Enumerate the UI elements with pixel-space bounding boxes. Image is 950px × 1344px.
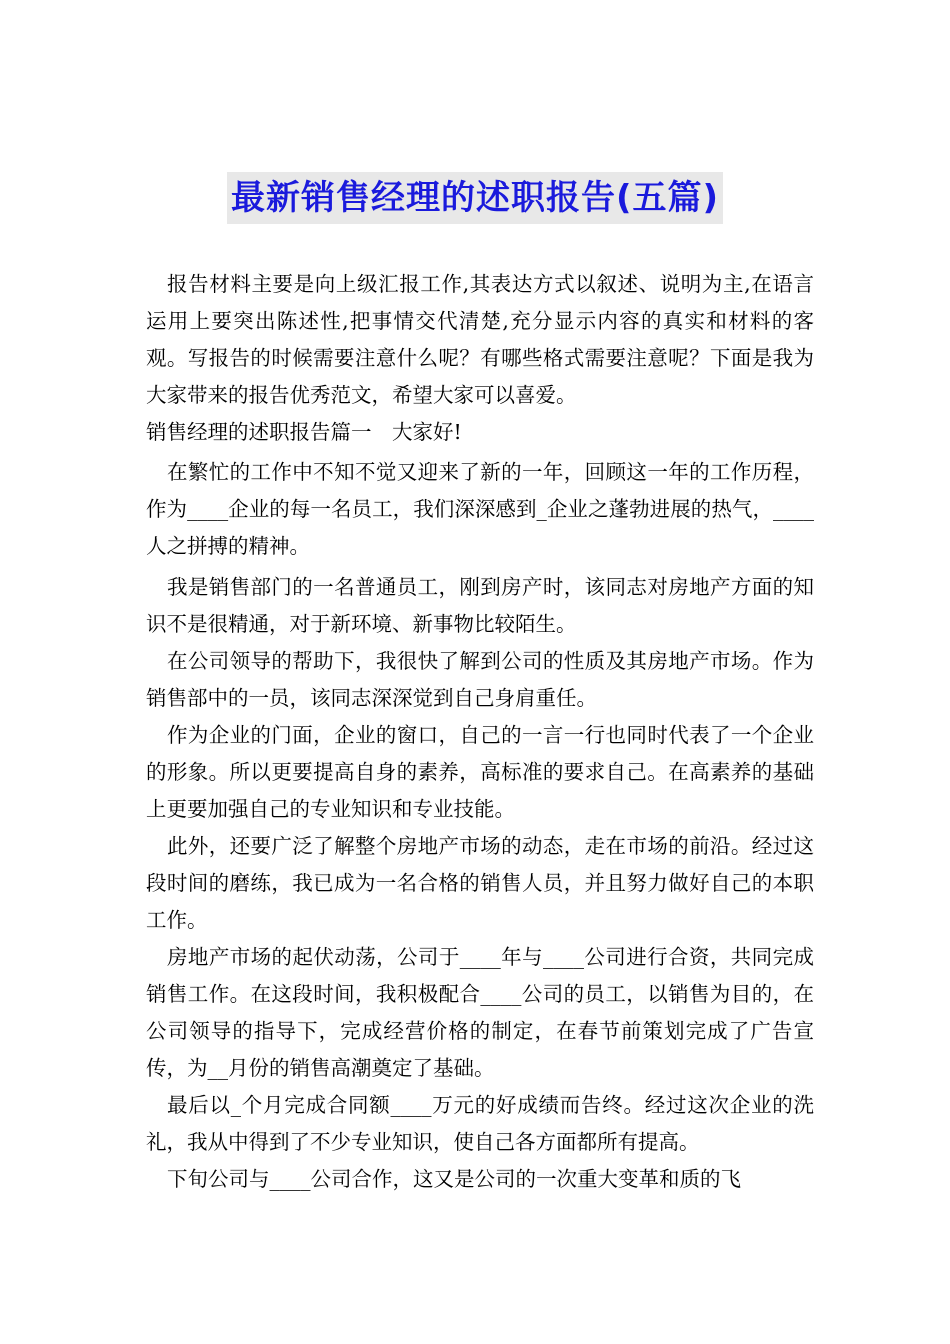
paragraph: 在公司领导的帮助下，我很快了解到公司的性质及其房地产市场。作为销售部中的一员，该同志深深觉到自己身肩重任。 — [146, 649, 814, 710]
paragraph-intro: 报告材料主要是向上级汇报工作,其表达方式以叙述、说明为主,在语言运用上要突出陈述性,把事情交代清楚,充分显示内容的真实和材料的客观。写报告的时候需要注意什么呢？有哪些格式需要注意呢？下面是我为大家带来的报告优秀范文，希望大家可以喜爱。 — [146, 272, 814, 407]
paragraph: 最后以_个月完成合同额____万元的好成绩而告终。经过这次企业的洗礼，我从中得到了不少专业知识，使自己各方面都所有提高。 — [146, 1093, 814, 1154]
section-heading: 销售经理的述职报告篇一 大家好! — [146, 420, 462, 444]
paragraph: 此外，还要广泛了解整个房地产市场的动态，走在市场的前沿。经过这段时间的磨练，我已成为一名合格的销售人员，并且努力做好自己的本职工作。 — [146, 834, 814, 932]
paragraph: 作为企业的门面，企业的窗口，自己的一言一行也同时代表了一个企业的形象。所以更要提高自身的素养，高标准的要求自己。在高素养的基础上更要加强自己的专业知识和专业技能。 — [146, 723, 814, 821]
document-title: 最新销售经理的述职报告(五篇) — [227, 172, 723, 224]
paragraph: 我是销售部门的一名普通员工，刚到房产时，该同志对房地产方面的知识不是很精通，对于新环境、新事物比较陌生。 — [146, 575, 814, 636]
paragraph: 下旬公司与____公司合作，这又是公司的一次重大变革和质的飞 — [167, 1167, 741, 1191]
paragraph: 房地产市场的起伏动荡，公司于____年与____公司进行合资，共同完成销售工作。在这段时间，我积极配合____公司的员工，以销售为目的，在公司领导的指导下，完成经营价格的制定，在春节前策划完成了广告宣传，为__月份的销售高潮奠定了基础。 — [146, 945, 814, 1080]
document-body — [146, 266, 814, 1198]
paragraph: 在繁忙的工作中不知不觉又迎来了新的一年，回顾这一年的工作历程，作为____企业的每一名员工，我们深深感到_企业之蓬勃进展的热气，____人之拼搏的精神。 — [146, 460, 814, 558]
title-area — [0, 172, 950, 224]
